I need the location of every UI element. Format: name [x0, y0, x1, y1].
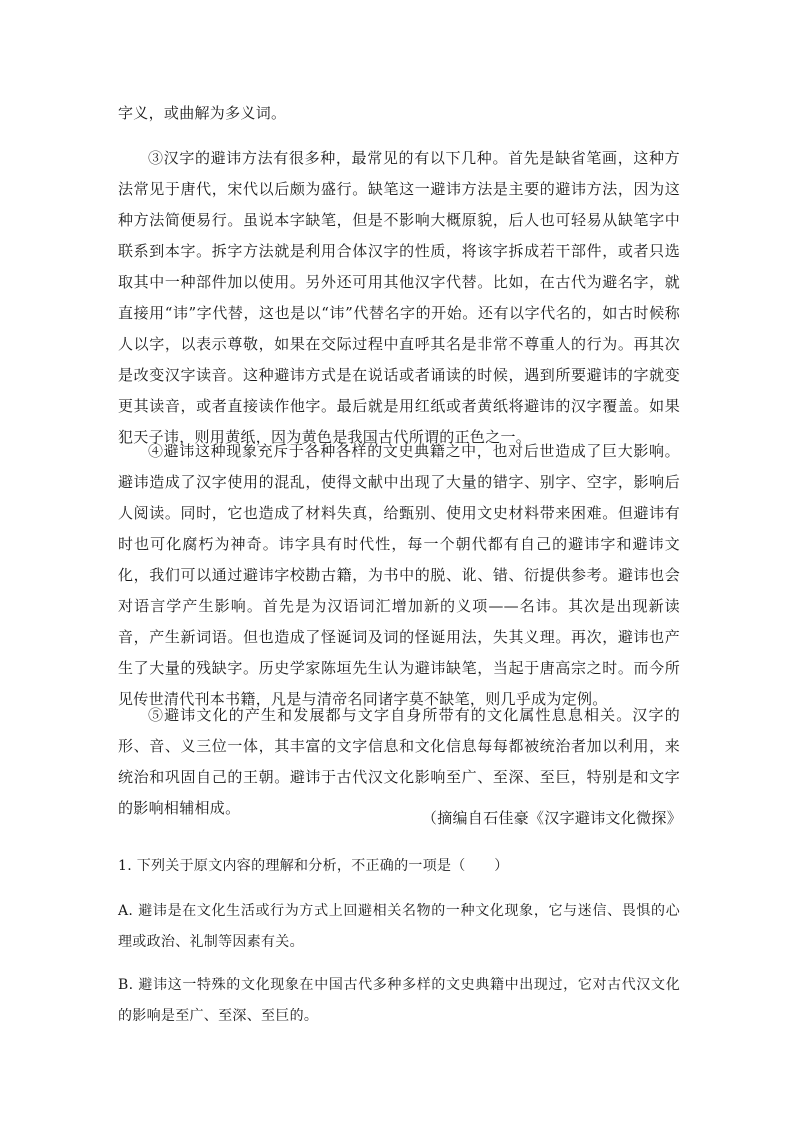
- paragraph-fragment: 字义，或曲解为多义词。: [118, 104, 287, 122]
- option-b: B. 避讳这一特殊的文化现象在中国古代多种多样的文史典籍中出现过，它对古代汉文化的影响是至广、至深、至巨的。: [118, 977, 680, 1024]
- question-stem: 1. 下列关于原文内容的理解和分析，不正确的一项是（ ）: [118, 858, 509, 874]
- paragraph-4: ④避讳这种现象充斥于各种各样的文史典籍之中，也对后世造成了巨大影响。避讳造成了汉字使用的混乱，使得文献中出现了大量的错字、别字、空字，影响后人阅读。同时，它也造成了材料失真，给甄别、使用文史材料带来困难。但避讳有时也可化腐朽为神奇。讳字具有时代性，每一个朝代都有自己的避讳字和避讳文化，我们可以通过避讳字校勘古籍，为书中的脱、讹、错、衍提供参考。避讳也会对语言学产生影响。首先是为汉语词汇增加新的义项——名讳。其次是出现新读音，产生新词语。但也造成了怪诞词及词的怪诞用法，失其义理。再次，避讳也产生了大量的残缺字。历史学家陈垣先生认为避讳缺笔，当起于唐高宗之时。而今所见传世清代刊本书籍，凡是与清帝名同诸字莫不缺笔，则几乎成为定例。: [118, 442, 680, 708]
- option-a: A. 避讳是在文化生活或行为方式上回避相关名物的一种文化现象，它与迷信、畏惧的心理或政治、礼制等因素有关。: [118, 903, 680, 950]
- source-citation: （摘编自石佳豪《汉字避讳文化微探》: [421, 809, 682, 827]
- paragraph-5: ⑤避讳文化的产生和发展都与文字自身所带有的文化属性息息相关。汉字的形、音、义三位一体，其丰富的文字信息和文化信息每每都被统治者加以利用，来统治和巩固自己的王朝。避讳于古代汉文化影响至广、至深、至巨，特别是和文字的影响相辅相成。: [118, 706, 680, 817]
- paragraph-3: ③汉字的避讳方法有很多种，最常见的有以下几种。首先是缺省笔画，这种方法常见于唐代，宋代以后颇为盛行。缺笔这一避讳方法是主要的避讳方法，因为这种方法简便易行。虽说本字缺笔，但是不影响大概原貌，后人也可轻易从缺笔字中联系到本字。拆字方法就是利用合体汉字的性质，将该字拆成若干部件，或者只选取其中一种部件加以使用。另外还可用其他汉字代替。比如，在古代为避名字，就直接用“讳”字代替，这也是以“讳”代替名字的开始。还有以字代名的，如古时候称人以字，以表示尊敬，如果在交际过程中直呼其名是非常不尊重人的行为。再其次是改变汉字读音。这种避讳方式是在说话或者诵读的时候，遇到所要避讳的字就变更其读音，或者直接读作他字。最后就是用红纸或者黄纸将避讳的汉字覆盖。如果犯天子讳，则用黄纸，因为黄色是我国古代所谓的正色之一。: [118, 149, 680, 446]
